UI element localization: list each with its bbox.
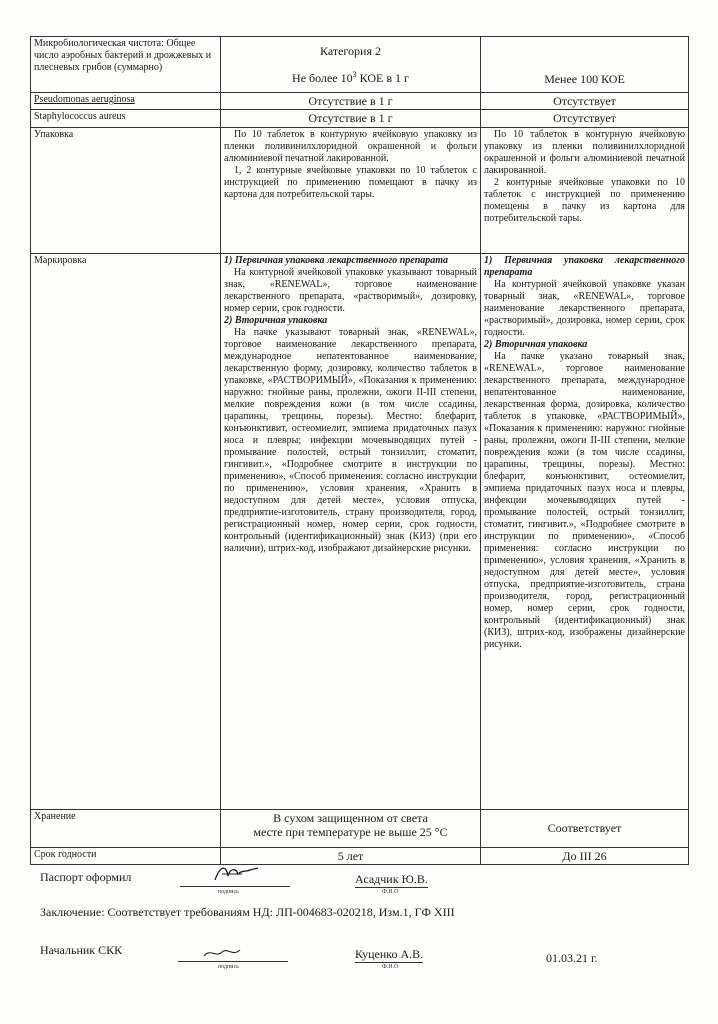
marking-requirement: 1) Первичная упаковка лекарственного препарата На контурной ячейковой упаковке указывают товарный знак, «RENEWAL», торговое наименование лекарственного препарата, «растворимый», дозировку, номер серии, срок годности. 2) Вторичная упаковка На пачке указывают товарный знак, «RENEWAL», торговое наименование лекарственного препарата, международное непатентованное наименование, лекарственную форму, дозировку, количество таблеток в упаковке, «РАСТВОРИМЫЙ», «Показания к применению: наружно: гнойные раны, пролежни, ожоги II-III степени, мелкие повреждения кожи (в том числе ссадины, царапины, трещины, порезы). Местно: блефарит, конъюнктивит, остеомиелит, эмпиема придаточных пазух носа и плевры; инфекции мочевыводящих путей - промывание полостей, острый тонзиллит, стоматит, гингивит.», «Подробнее смотрите в инструкции по применению», «Способ применения: согласно инструкции по применению», условия хранения, «Хранить в недоступном для детей месте», условия отпуска, предприятие-изготовитель, страну производителя, город, регистрационный номер, номер серии, срок годности, контрольный (идентификационный) знак (КИЗ) (при его наличии), штрих-код, изображают дизайнерские рисунки. — [221, 253, 481, 809]
passport-sign-line — [180, 886, 290, 887]
pseudomonas-label: Pseudomonas aeruginosa — [31, 93, 221, 110]
microbio-category: Категория 2 — [320, 44, 381, 58]
row-microbio — [31, 37, 689, 93]
head-sign-caption: подпись — [218, 964, 239, 970]
staph-requirement: Отсутствие в 1 г — [221, 110, 481, 127]
packaging-result: По 10 таблеток в контурную ячейковую упаковку из пленки поливинилхлоридной окрашенной и фольги алюминиевой печатной лакированной. 2 контурные ячейковые упаковки по 10 таблеток с инструкцией по применению помещены в пачку из картона для потребительской тары. — [481, 127, 689, 253]
passport-label: Паспорт оформил — [40, 870, 132, 884]
conclusion-text: Заключение: Соответствует требованиям НД: ЛП-004683-020218, Изм.1, ГФ XIII — [40, 905, 455, 919]
head-signature — [200, 944, 250, 962]
marking-result: 1) Первичная упаковка лекарственного препарата На контурной ячейковой упаковке указан товарный знак, «RENEWAL», торговое наименование лекарственного препарата, «растворимый», дозировка, номер серии, срок годности. 2) Вторичная упаковка На пачке указано товарный знак, «RENEWAL», торговое наименование лекарственного препарата, международное непатентованное наименование, лекарственная форма, дозировка, количество таблеток в упаковке, «РАСТВОРИМЫЙ», «Показания к применению: наружно: гнойные раны, пролежни, ожоги II-III степени, мелкие повреждения кожи (в том числе ссадины, царапины, трещины, порезы). Местно: блефарит, конъюнктивит, остеомиелит, эмпиема придаточных пазух носа и плевры, инфекции мочевыводящих путей - промывание полостей, острый тонзиллит, стоматит, гингивит.», «Подробнее смотрите в инструкции по применению», «Способ применения: согласно инструкции по применению», условия хранения, «Хранить в недоступном для детей месте», условия отпуска, предприятие-изготовитель, страна производителя, город, регистрационный номер, номер серии, срок годности, контрольный (идентификационный) знак (КИЗ), штрих-код, изображены дизайнерские рисунки. — [481, 253, 689, 809]
storage-label: Хранение — [31, 809, 221, 847]
head-name-caption: Ф.И.О — [382, 964, 399, 970]
microbio-label: Микробиологическая чистота: Общее число аэробных бактерий и дрожжевых и плесневых грибов (суммарно) — [31, 37, 221, 93]
row-packaging — [31, 127, 689, 253]
staph-result: Отсутствует — [481, 110, 689, 127]
head-name: Куценко А.В. — [355, 947, 424, 961]
passport-name: Асадчик Ю.В. — [355, 872, 428, 886]
staph-label: Staphylococcus aureus — [31, 110, 221, 127]
packaging-label: Упаковка — [31, 127, 221, 253]
marking-label: Маркировка — [31, 253, 221, 809]
head-sign-line — [178, 961, 288, 962]
passport-name-caption: Ф.И.О — [382, 889, 399, 895]
row-marking — [31, 253, 689, 809]
pseudomonas-requirement: Отсутствие в 1 г — [221, 93, 481, 110]
pseudomonas-result: Отсутствует — [481, 93, 689, 110]
passport-sign-caption: подпись — [218, 889, 239, 895]
storage-requirement: В сухом защищенном от света месте при температуре не выше 25 °С — [221, 809, 481, 847]
microbio-limit: Не более $10^3$ КОЕ в 1 г — [292, 70, 409, 86]
storage-result: Соответствует — [481, 809, 689, 847]
microbio-result: Менее 100 КОЕ — [481, 37, 689, 93]
packaging-requirement: По 10 таблеток в контурную ячейковую упаковку из пленки поливинилхлоридной окрашенной и фольги алюминиевой печатной лакированной. 1, 2 контурные ячейковые упаковки по 10 таблеток с инструкцией по применению помещают в пачку из картона для потребительской тары. — [221, 127, 481, 253]
row-staph — [31, 110, 689, 127]
signature-date: 01.03.21 г. — [546, 951, 598, 965]
shelf-result: До III 26 — [481, 847, 689, 864]
specification-table — [30, 36, 689, 865]
shelf-requirement: 5 лет — [221, 847, 481, 864]
row-shelf-life — [31, 847, 689, 864]
row-storage — [31, 809, 689, 847]
head-label: Начальник СКК — [40, 943, 123, 957]
passport-signature — [212, 862, 262, 884]
shelf-label: Срок годности — [31, 847, 221, 864]
row-pseudomonas — [31, 93, 689, 110]
microbio-requirement — [221, 37, 481, 93]
